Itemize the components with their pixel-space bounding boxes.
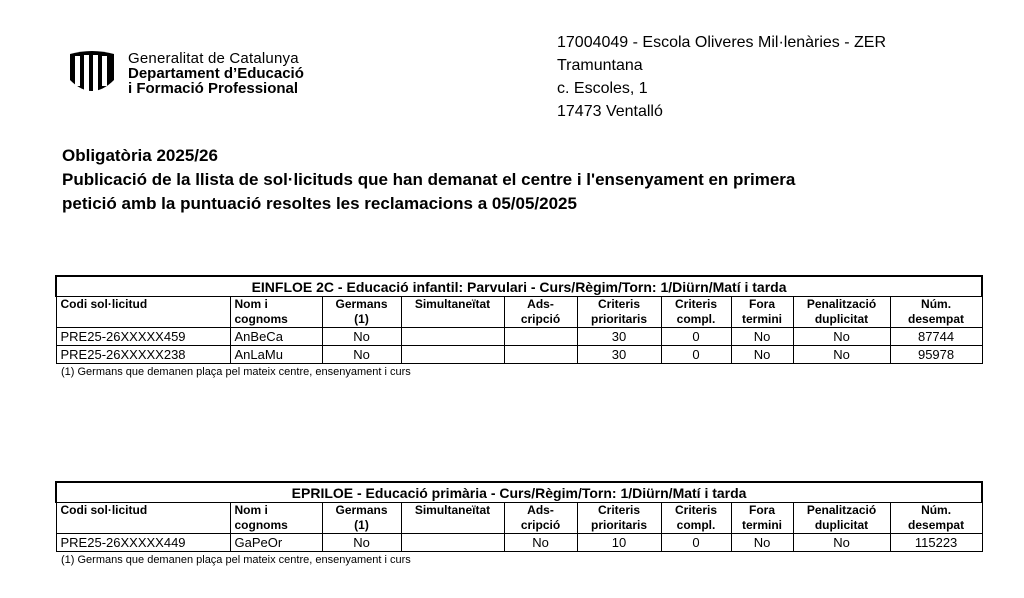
cell-crit: 30: [577, 328, 661, 346]
heading-year: Obligatòria 2025/26: [62, 146, 218, 165]
table-title: EINFLOE 2C - Educació infantil: Parvulari - Curs/Règim/Torn: 1/Diürn/Matí i tarda: [56, 276, 982, 297]
col-criteris-prioritaris: Criteris prioritaris: [577, 503, 661, 534]
table-header-row: [56, 297, 982, 328]
col-codi: Codi sol·licitud: [56, 297, 230, 328]
school-name-line-2: Tramuntana: [557, 57, 643, 74]
col-num-desempat: Núm. desempat: [890, 503, 982, 534]
logo-line-generalitat: Generalitat de Catalunya: [128, 49, 299, 67]
table-title: EPRILOE - Educació primària - Curs/Règim/Torn: 1/Diürn/Matí i tarda: [56, 482, 982, 503]
school-street: c. Escoles, 1: [557, 80, 648, 97]
cell-ads: No: [504, 534, 577, 552]
cell-crit: 30: [577, 346, 661, 364]
col-germans: Germans (1): [322, 297, 401, 328]
cell-compl: 0: [661, 534, 731, 552]
col-fora-termini: Fora termini: [731, 503, 793, 534]
cell-nom: AnBeCa: [230, 328, 322, 346]
col-num-desempat: Núm. desempat: [890, 297, 982, 328]
table-header-row: [56, 503, 982, 534]
school-address: [557, 31, 886, 123]
generalitat-emblem-icon: [64, 50, 120, 96]
col-adscripcio: Ads- cripció: [504, 297, 577, 328]
cell-germans: No: [322, 534, 401, 552]
cell-simult: [401, 534, 504, 552]
cell-nom: AnLaMu: [230, 346, 322, 364]
cell-ads: [504, 346, 577, 364]
col-penalitzacio: Penalització duplicitat: [793, 297, 890, 328]
col-germans: Germans (1): [322, 503, 401, 534]
page-heading: [62, 144, 962, 216]
col-nom: Nom i cognoms: [230, 297, 322, 328]
cell-codi: PRE25-26XXXXX459: [56, 328, 230, 346]
results-table-epriloe: [55, 481, 981, 566]
cell-fora: No: [731, 328, 793, 346]
table-row: [56, 346, 982, 364]
school-name-line: 17004049 - Escola Oliveres Mil·lenàries - ZER: [557, 34, 887, 51]
col-nom: Nom i cognoms: [230, 503, 322, 534]
col-codi: Codi sol·licitud: [56, 503, 230, 534]
cell-num: 95978: [890, 346, 982, 364]
col-simultaneitat: Simultaneïtat: [401, 297, 504, 328]
table-row: [56, 534, 982, 552]
logo-line-department: Departament d’Educació: [128, 64, 304, 82]
col-criteris-compl: Criteris compl.: [661, 503, 731, 534]
cell-simult: [401, 328, 504, 346]
col-criteris-prioritaris: Criteris prioritaris: [577, 297, 661, 328]
col-fora-termini: Fora termini: [731, 297, 793, 328]
col-penalitzacio: Penalització duplicitat: [793, 503, 890, 534]
table-row: [56, 328, 982, 346]
cell-pen: No: [793, 328, 890, 346]
cell-simult: [401, 346, 504, 364]
cell-codi: PRE25-26XXXXX449: [56, 534, 230, 552]
table-footnote: (1) Germans que demanen plaça pel mateix centre, ensenyament i curs: [61, 554, 411, 566]
heading-title-line-1: Publicació de la llista de sol·licituds que han demanat el centre i l'ensenyament en primera: [62, 170, 796, 189]
results-table-einfloe: [55, 275, 981, 378]
col-criteris-compl: Criteris compl.: [661, 297, 731, 328]
cell-nom: GaPeOr: [230, 534, 322, 552]
cell-germans: No: [322, 328, 401, 346]
cell-fora: No: [731, 346, 793, 364]
cell-codi: PRE25-26XXXXX238: [56, 346, 230, 364]
cell-pen: No: [793, 534, 890, 552]
cell-germans: No: [322, 346, 401, 364]
col-simultaneitat: Simultaneïtat: [401, 503, 504, 534]
cell-crit: 10: [577, 534, 661, 552]
generalitat-logo: [64, 50, 304, 96]
logo-line-formacio: i Formació Professional: [128, 79, 299, 97]
table-footnote: (1) Germans que demanen plaça pel mateix centre, ensenyament i curs: [61, 366, 411, 378]
cell-pen: No: [793, 346, 890, 364]
cell-fora: No: [731, 534, 793, 552]
col-adscripcio: Ads- cripció: [504, 503, 577, 534]
cell-num: 115223: [890, 534, 982, 552]
school-postal-city: 17473 Ventalló: [557, 103, 663, 120]
cell-compl: 0: [661, 346, 731, 364]
cell-compl: 0: [661, 328, 731, 346]
cell-num: 87744: [890, 328, 982, 346]
cell-ads: [504, 328, 577, 346]
heading-title-line-2: petició amb la puntuació resoltes les reclamacions a 05/05/2025: [62, 194, 577, 213]
